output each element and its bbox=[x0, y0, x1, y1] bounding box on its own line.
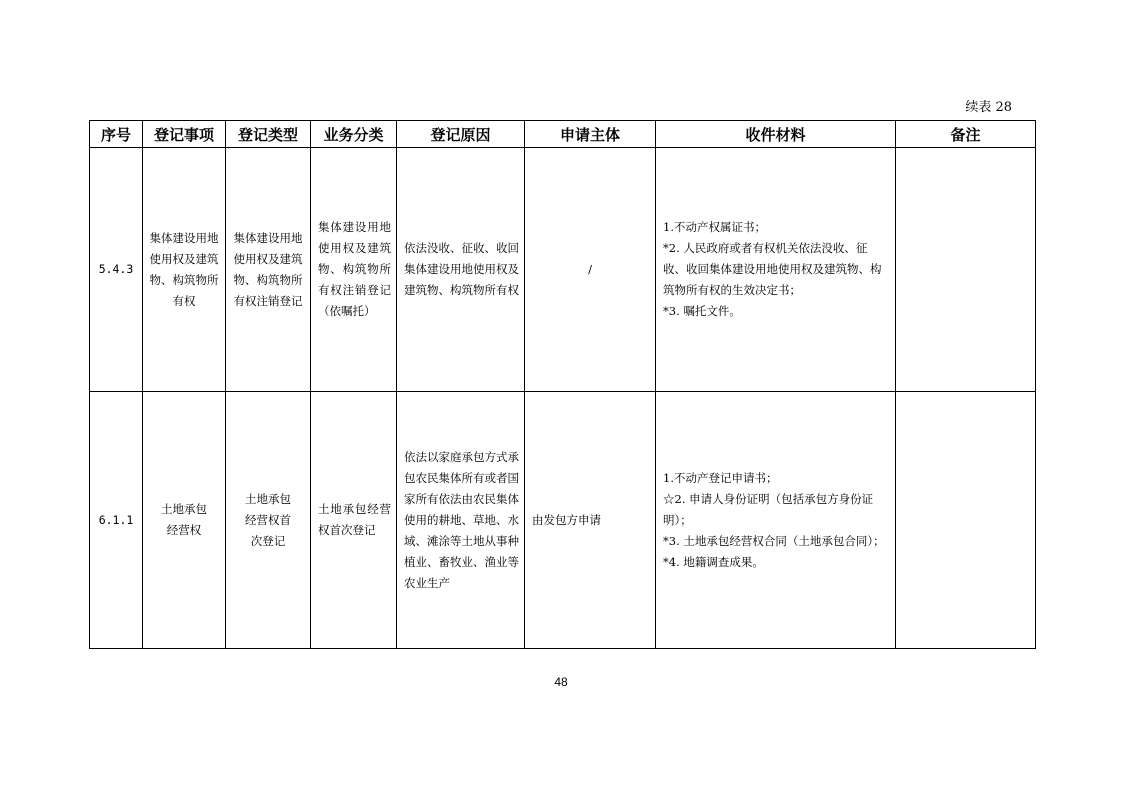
applicant-cell: / bbox=[525, 148, 656, 392]
header-reason: 登记原因 bbox=[397, 121, 525, 148]
reason-cell: 依法以家庭承包方式承包农民集体所有或者国家所有依法由农民集体使用的耕地、草地、水域、滩涂等土地从事种植业、畜牧业、渔业等农业生产 bbox=[397, 392, 525, 649]
material-item: *2. 人民政府或者有权机关依法没收、征收、收回集体建设用地使用权及建筑物、构筑物所有权的生效决定书； bbox=[663, 241, 882, 297]
type-cell: 集体建设用地使用权及建筑物、构筑物所有权注销登记 bbox=[226, 148, 311, 392]
header-type: 登记类型 bbox=[226, 121, 311, 148]
table-header-row bbox=[90, 121, 1036, 148]
remarks-cell bbox=[896, 148, 1036, 392]
category-cell: 土地承包经营权首次登记 bbox=[311, 392, 397, 649]
registration-table bbox=[89, 120, 1036, 649]
material-item: *3. 土地承包经营权合同（土地承包合同）； bbox=[663, 533, 885, 548]
remarks-cell bbox=[896, 392, 1036, 649]
table-row bbox=[90, 392, 1036, 649]
seq-cell: 6.1.1 bbox=[90, 392, 143, 649]
applicant-cell: 由发包方申请 bbox=[525, 392, 656, 649]
header-item: 登记事项 bbox=[143, 121, 226, 148]
header-category: 业务分类 bbox=[311, 121, 397, 148]
materials-cell bbox=[656, 148, 896, 392]
page-number: 48 bbox=[554, 675, 568, 689]
category-cell: 集体建设用地使用权及建筑物、构筑物所有权注销登记（依嘱托） bbox=[311, 148, 397, 392]
seq-cell: 5.4.3 bbox=[90, 148, 143, 392]
header-seq: 序号 bbox=[90, 121, 143, 148]
material-item: 1.不动产登记申请书； bbox=[663, 470, 778, 485]
material-item: *3. 嘱托文件。 bbox=[663, 304, 741, 318]
item-cell: 土地承包经营权 bbox=[143, 392, 226, 649]
material-item: 1.不动产权属证书； bbox=[663, 220, 766, 234]
type-cell: 土地承包经营权首次登记 bbox=[226, 392, 311, 649]
materials-cell bbox=[656, 392, 896, 649]
table-row bbox=[90, 148, 1036, 392]
item-cell: 集体建设用地使用权及建筑物、构筑物所有权 bbox=[143, 148, 226, 392]
header-remarks: 备注 bbox=[896, 121, 1036, 148]
material-item: *4. 地籍调查成果。 bbox=[663, 554, 764, 569]
header-applicant: 申请主体 bbox=[525, 121, 656, 148]
reason-cell: 依法没收、征收、收回集体建设用地使用权及建筑物、构筑物所有权 bbox=[397, 148, 525, 392]
material-item: ☆2. 申请人身份证明（包括承包方身份证明）； bbox=[663, 491, 874, 527]
continuation-label: 续表 28 bbox=[965, 100, 1012, 115]
header-materials: 收件材料 bbox=[656, 121, 896, 148]
